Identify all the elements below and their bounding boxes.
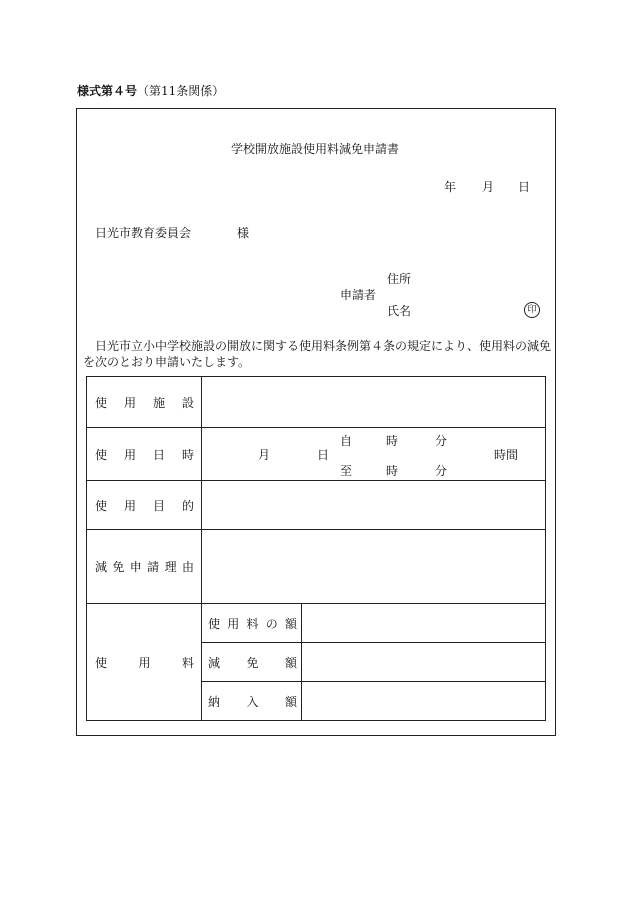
fee-amount-label-char: 額 [284,616,297,631]
reason-label [87,530,202,604]
fee-amount-field[interactable] [302,604,546,643]
facility-field[interactable] [202,377,546,428]
facility-label-char: 使 [95,395,108,410]
reason-label-char: 申 [129,560,142,574]
facility-label-char: 用 [123,395,136,410]
row-reason [87,530,546,604]
row-purpose [87,481,546,530]
reason-label-char: 減 [95,560,108,574]
form-number-label: 様式第４号 [77,84,138,98]
exemption-label-char: 額 [284,655,297,670]
reason-label-char: 免 [112,560,125,574]
fee-amount-label-char: 使 [208,616,221,631]
fee-label [87,604,202,721]
purpose-label-char: 使 [95,498,108,513]
datetime-label-char: 用 [123,447,136,462]
facility-label [87,377,202,428]
form-number [77,82,224,99]
fee-label-char: 用 [138,655,151,670]
reason-label-char: 由 [181,560,194,574]
fee-label-char: 料 [181,655,194,670]
form-number-relation: （第11条関係） [137,84,225,98]
addressee-name: 日光市教育委員会 [95,226,192,240]
date-month-label: 月 [482,180,495,194]
applicant-label: 申請者 [340,288,377,302]
dt-from-hour-label: 時 [386,434,399,448]
exemption-label [202,643,302,682]
exemption-field[interactable] [302,643,546,682]
dt-hours-label: 時間 [494,448,519,462]
date-day-label: 日 [518,180,531,194]
datetime-label-char: 日 [152,447,165,462]
fee-amount-label-char: 用 [227,616,240,631]
dt-from-minute-label: 分 [435,434,448,448]
datetime-label-char: 使 [95,447,108,462]
payment-label-char: 入 [246,694,259,709]
reason-label-char: 請 [147,560,160,574]
dt-month-label: 月 [258,448,271,462]
address-label: 住所 [387,272,412,286]
datetime-label-char: 時 [181,447,194,462]
fee-amount-label-char: 料 [246,616,259,631]
payment-field[interactable] [302,682,546,721]
datetime-field[interactable] [202,428,546,481]
reason-label-char: 理 [164,560,177,574]
body-text [83,338,555,370]
dt-to-hour-label: 時 [386,464,399,478]
dt-to-label: 至 [340,464,353,478]
addressee-honorific: 様 [237,226,250,240]
payment-label-char: 納 [208,694,221,709]
purpose-label-char: 的 [181,498,194,513]
exemption-label-char: 減 [208,655,221,670]
fee-amount-label [202,604,302,643]
dt-from-label: 自 [340,434,353,448]
application-table [86,376,546,721]
payment-label-char: 額 [284,694,297,709]
body-line-2: を次のとおり申請いたします。 [83,355,251,369]
purpose-field[interactable] [202,481,546,530]
datetime-label [87,428,202,481]
document-title: 学校開放施設使用料減免申請書 [230,142,399,156]
dt-day-label: 日 [317,448,330,462]
seal-mark: 印 [524,302,540,318]
facility-label-char: 施 [152,395,165,410]
name-label: 氏名 [387,304,412,318]
purpose-label [87,481,202,530]
reason-field[interactable] [202,530,546,604]
body-line-1: 日光市立小中学校施設の開放に関する使用料条例第４条の規定により、使用料の減免 [95,339,552,353]
fee-label-char: 使 [95,655,108,670]
purpose-label-char: 目 [152,498,165,513]
purpose-label-char: 用 [123,498,136,513]
row-datetime [87,428,546,481]
date-year-label: 年 [444,180,457,194]
facility-label-char: 設 [181,395,194,410]
dt-to-minute-label: 分 [435,464,448,478]
fee-amount-label-char: の [265,616,278,631]
payment-label [202,682,302,721]
row-facility [87,377,546,428]
exemption-label-char: 免 [246,655,259,670]
row-fee-amount [87,604,546,643]
